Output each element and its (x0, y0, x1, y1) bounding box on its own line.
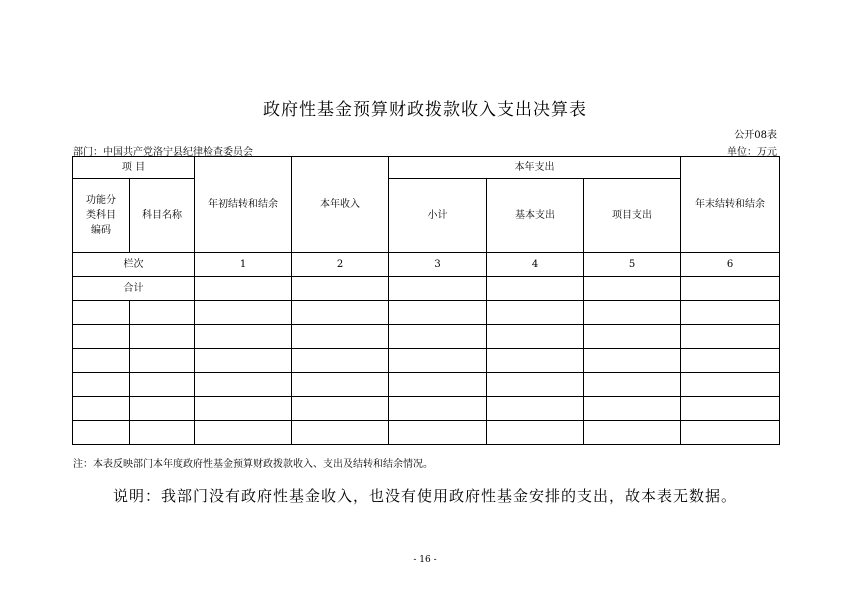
unit-label: 单位：万元 (727, 147, 777, 158)
table-row (73, 421, 780, 445)
header-subject-name: 科目名称 (130, 179, 195, 253)
column-number: 2 (292, 253, 389, 277)
table-row (73, 301, 780, 325)
department-label: 部门：中国共产党洛宁县纪律检查委员会 (73, 147, 253, 158)
column-number: 5 (584, 253, 681, 277)
table-row (73, 277, 780, 301)
header-current-income: 本年收入 (292, 157, 389, 253)
column-number: 6 (681, 253, 780, 277)
header-closing-balance: 年末结转和结余 (681, 157, 780, 253)
header-project: 项 目 (73, 157, 195, 179)
table-note: 注：本表反映部门本年度政府性基金预算财政拨款收入、支出及结转和结余情况。 (73, 459, 433, 470)
column-number: 4 (487, 253, 584, 277)
header-current-expense: 本年支出 (389, 157, 681, 179)
budget-table (72, 156, 780, 445)
table-row (73, 397, 780, 421)
table-row (73, 373, 780, 397)
row-total-label: 合计 (73, 277, 195, 301)
header-opening-balance: 年初结转和结余 (195, 157, 292, 253)
table-row (73, 349, 780, 373)
header-subtotal: 小计 (389, 179, 487, 253)
table-row (73, 325, 780, 349)
header-project-expense: 项目支出 (584, 179, 681, 253)
page-number: - 16 - (413, 555, 437, 565)
table-row (73, 253, 780, 277)
header-basic-expense: 基本支出 (487, 179, 584, 253)
row-column-no-label: 栏次 (73, 253, 195, 277)
column-number: 1 (195, 253, 292, 277)
explanation-text: 说明：我部门没有政府性基金收入，也没有使用政府性基金安排的支出，故本表无数据。 (112, 487, 737, 505)
form-code: 公开08表 (734, 130, 777, 141)
column-number: 3 (389, 253, 487, 277)
page-title: 政府性基金预算财政拨款收入支出决算表 (263, 100, 587, 120)
header-func-code: 功能分类科目编码 (73, 179, 130, 253)
